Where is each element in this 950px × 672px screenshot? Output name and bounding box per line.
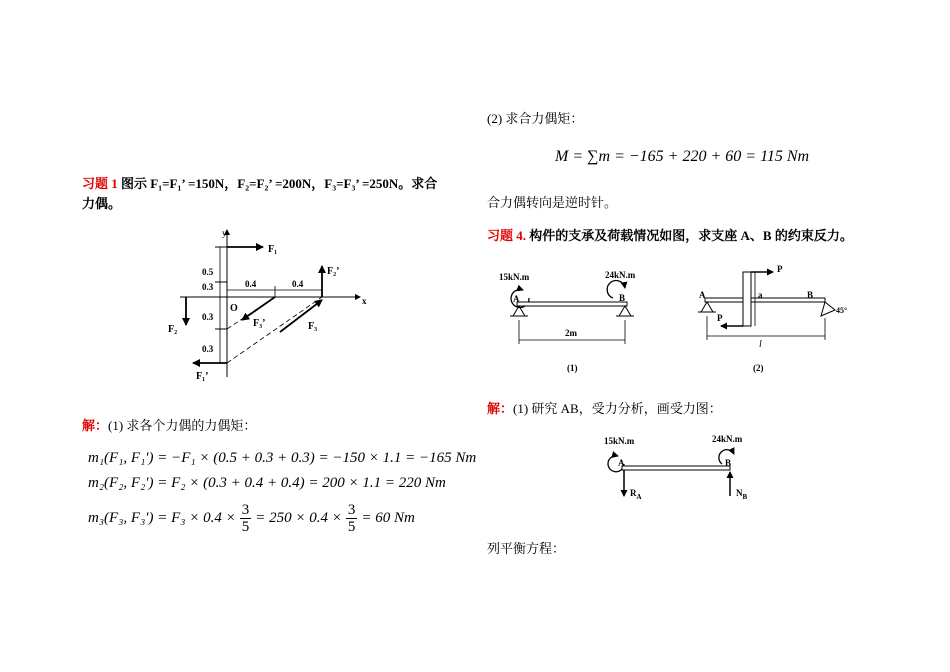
solution-1-tag: 解： (82, 418, 109, 433)
fbd-A: A (618, 458, 625, 468)
label-F3p: F₃’ (253, 318, 266, 329)
dim-03b: 0.3 (202, 312, 214, 322)
equation-m3-part-c: = 60 Nm (361, 509, 415, 526)
fig1-length: 2m (565, 328, 577, 338)
balance-equations-heading: 列平衡方程： (487, 541, 566, 556)
fig2-angle: 45° (836, 306, 848, 315)
fig1-B: B (619, 293, 626, 303)
fig2-a: a (758, 290, 763, 300)
exercise-1-statement (82, 174, 472, 214)
origin-label: O (230, 303, 238, 314)
exercise-1-tag: 习题 1 (82, 176, 118, 191)
dim-03a: 0.3 (202, 282, 214, 292)
fig2-bracket (743, 272, 751, 326)
label-F2: F₂ (168, 324, 178, 335)
step-2-heading: (2) 求合力偶矩： (487, 111, 584, 126)
solution-4-text: (1) 研究 AB，受力分析，画受力图： (513, 401, 722, 416)
solution-1-heading (82, 415, 256, 434)
fig1-caption: (1) (567, 363, 578, 373)
equation-m1: m₁(F₁, F₁') = −F₁ × (0.5 + 0.3 + 0.3) = −150 × 1.1 = −165 Nm (88, 450, 477, 466)
fig1-A: A (513, 294, 520, 304)
fraction-3-5-b: $\frac{3}{5}$ (347, 501, 356, 535)
fbd-NB: $N_B$ (736, 488, 748, 501)
fbd-RA: $R_A$ (630, 488, 642, 501)
solution-4-heading (487, 398, 722, 417)
equation-m3 (88, 498, 415, 538)
exercise-4-statement (487, 226, 853, 246)
label-F2p: F₂’ (327, 266, 340, 277)
fig2-caption: (2) (753, 363, 764, 373)
label-F1: F₁ (268, 244, 278, 255)
exercise-1-text-line2: 力偶。 (82, 196, 122, 211)
solution-1-text: (1) 求各个力偶的力偶矩： (108, 418, 257, 433)
dim-05: 0.5 (202, 267, 214, 277)
x-axis-label: x (362, 296, 367, 306)
force-F3p (242, 297, 275, 320)
fig2-length: l (759, 339, 762, 350)
y-axis-label: y (222, 228, 227, 238)
equation-m2: m₂(F₂, F₂') = F₂ × (0.3 + 0.4 + 0.4) = 200 × 1.1 = 220 Nm (88, 475, 446, 491)
fbd-moment-15: 15kN.m (604, 436, 635, 446)
fig1-moment-15: 15kN.m (499, 272, 530, 282)
figure-exercise-4 (495, 258, 855, 376)
fig2-P-bottom: P (717, 313, 723, 323)
label-F3: F₃ (308, 321, 318, 332)
label-F1p: F₁’ (196, 371, 209, 382)
dim-04a: 0.4 (245, 279, 257, 289)
fbd-moment-24: 24kN.m (712, 434, 743, 444)
conclusion-text: 合力偶转向是逆时针。 (487, 195, 618, 210)
fig2-A: A (699, 290, 706, 300)
equation-m3-part-b: = 250 × 0.4 × (255, 509, 342, 526)
fbd-B: B (725, 458, 732, 468)
exercise-4-text: 构件的支承及荷载情况如图，求支座 A、B 的约束反力。 (529, 228, 853, 243)
figure-free-body (600, 432, 760, 512)
dim-03c: 0.3 (202, 344, 214, 354)
equation-total-moment: M = ∑m = −165 + 220 + 60 = 115 Nm (555, 148, 810, 165)
fig1-moment-24: 24kN.m (605, 270, 636, 280)
fig2-B: B (807, 290, 814, 300)
equation-m3-part-a: m₃(F₃, F₃') = F₃ × 0.4 × (88, 509, 236, 526)
exercise-1-text-line1: 图示 F₁=F₁’ =150N，F₂=F₂’ =200N，F₃=F₃’ =250N。求合 (121, 176, 438, 191)
figure-force-couples (160, 222, 380, 384)
fraction-3-5-a: $\frac{3}{5}$ (241, 501, 250, 535)
fig2-P-top: P (777, 264, 783, 274)
dim-04b: 0.4 (292, 279, 304, 289)
exercise-4-tag: 习题 4. (487, 228, 527, 243)
solution-4-tag: 解： (487, 401, 514, 416)
